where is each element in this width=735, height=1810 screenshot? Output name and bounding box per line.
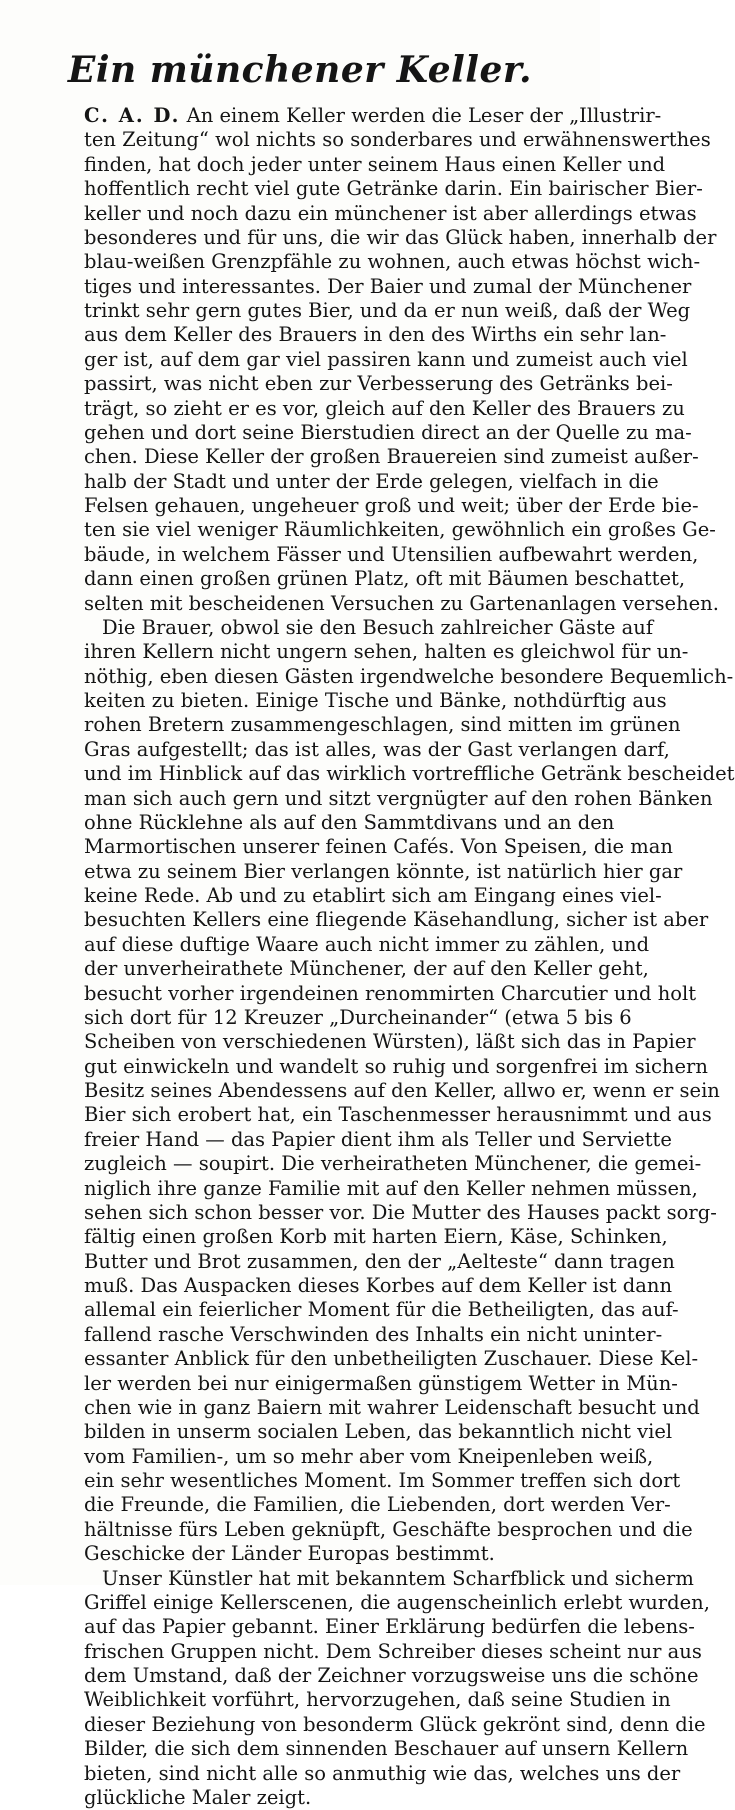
article-author: C. A. D. [84,104,181,127]
body-line: tiges und interessantes. Der Baier und zumal der Münchener [84,274,692,298]
body-line: dieser Beziehung von besonderm Glück gekrönt sind, denn die [84,1712,706,1736]
body-line: zugleich — soupirt. Die verheiratheten Münchener, die gemei- [84,1152,702,1176]
body-line: man sich auch gern und sitzt vergnügter auf den rohen Bänken [84,786,713,810]
body-line: finden, hat doch jeder unter seinem Haus einen Keller und [84,152,666,176]
body-line: passirt, was nicht eben zur Verbesserung des Getränks bei- [84,372,673,396]
body-line: dem Umstand, daß der Zeichner vorzugsweise uns die schöne [84,1664,699,1687]
body-line: auf das Papier gebannt. Einer Erklärung bedürfen die lebens- [84,1615,695,1639]
body-line: ein sehr wesentliches Moment. Im Sommer treffen sich dort [84,1469,681,1492]
body-line: bieten, sind nicht alle so anmuthig wie das, welches uns der [84,1761,681,1785]
body-line: keller und noch dazu ein münchener ist aber allerdings etwas [84,201,697,225]
body-line: Die Brauer, obwol sie den Besuch zahlreicher Gäste auf [102,615,654,639]
body-line: gut einwickeln und wandelt so ruhig und sorgenfrei im sichern [84,1054,708,1078]
body-line: blau-weißen Grenzpfähle zu wohnen, auch etwas höchst wich- [84,250,701,274]
body-line: etwa zu seinem Bier verlangen könnte, ist natürlich hier gar [84,859,683,883]
body-line: sich dort für 12 Kreuzer „Durcheinander“ (etwa 5 bis 6 [84,1005,632,1029]
body-line: Felsen gehauen, ungeheuer groß und weit; über der Erde bie- [84,494,699,517]
body-line: ohne Rücklehne als auf den Sammtdivans und an den [84,810,615,834]
body-line: freier Hand — das Papier dient ihm als Teller und Serviette [84,1127,672,1151]
body-line: besuchten Kellers eine fliegende Käsehandlung, sicher ist aber [84,908,709,932]
body-line: besonderes und für uns, die wir das Glück haben, innerhalb der [84,225,717,249]
body-line: sehen sich schon besser vor. Die Mutter des Hauses packt sorg- [84,1200,717,1224]
body-line: Besitz seines Abendessens auf den Keller, allwo er, wenn er sein [84,1079,720,1102]
body-line: Gras aufgestellt; das ist alles, was der Gast verlangen darf, [84,737,670,761]
body-line: ten Zeitung“ wol nichts so sonderbares und erwähnenswerthes [84,128,711,152]
body-line: hoffentlich recht viel gute Getränke darin. Ein bairischer Bier- [84,177,703,201]
body-line: nöthig, eben diesen Gästen irgendwelche besondere Bequemlich- [84,664,734,688]
body-line: Geschicke der Länder Europas bestimmt. [84,1542,495,1566]
body-line: muß. Das Auspacken dieses Korbes auf dem Keller ist dann [84,1274,673,1297]
body-line: trägt, so zieht er es vor, gleich auf den Keller des Brauers zu [84,396,685,420]
body-line [84,104,662,128]
body-line: Butter und Brot zusammen, den der „Aelteste“ dann tragen [84,1249,675,1273]
body-line: frischen Gruppen nicht. Dem Schreiber dieses scheint nur aus [84,1639,702,1663]
body-line: ten sie viel weniger Räumlichkeiten, gewöhnlich ein großes Ge- [84,518,716,542]
body-line: hältnisse fürs Leben geknüpft, Geschäfte besprochen und die [84,1517,693,1541]
body-line: Unser Künstler hat mit bekanntem Scharfblick und sicherm [102,1566,694,1590]
body-line: halb der Stadt und unter der Erde gelegen, vielfach in die [84,469,659,493]
body-line: und im Hinblick auf das wirklich vortreffliche Getränk bescheidet [84,762,735,786]
body-line: Griffel einige Kellerscenen, die augenscheinlich erlebt wurden, [84,1590,710,1614]
body-line: Bier sich erobert hat, ein Taschenmesser herausnimmt und aus [84,1103,712,1127]
body-line: niglich ihre ganze Familie mit auf den Keller nehmen müssen, [84,1176,698,1200]
body-line: bilden in unserm socialen Leben, das bekanntlich nicht viel [84,1420,673,1444]
body-line: Bilder, die sich dem sinnenden Beschauer auf unsern Kellern [84,1737,689,1761]
body-line: chen wie in ganz Baiern mit wahrer Leidenschaft besucht und [84,1395,700,1419]
body-line: selten mit bescheidenen Versuchen zu Gartenanlagen versehen. [84,591,719,615]
body-line: dann einen großen grünen Platz, oft mit Bäumen beschattet, [84,567,686,591]
body-line: Marmortischen unserer feinen Cafés. Von Speisen, die man [84,835,673,859]
body-line: keiten zu bieten. Einige Tische und Bänke, nothdürftig aus [84,689,667,712]
body-line: Weiblichkeit vorführt, hervorzugehen, daß seine Studien in [84,1688,671,1712]
body-line: gehen und dort seine Bierstudien direct an der Quelle zu ma- [84,420,692,444]
article-body [84,104,735,1810]
body-line-text: An einem Keller werden die Leser der „Illustrir- [180,104,662,127]
body-line: fallend rasche Verschwinden des Inhalts ein nicht uninter- [84,1322,663,1346]
body-line: der unverheirathete Münchener, der auf den Keller geht, [84,957,649,981]
body-line: auf diese duftige Waare auch nicht immer zu zählen, und [84,932,650,956]
body-line: ler werden bei nur einigermaßen günstigem Wetter in Mün- [84,1371,678,1395]
body-line: glückliche Maler zeigt. [84,1785,312,1809]
body-line: fältig einen großen Korb mit harten Eiern, Käse, Schinken, [84,1225,668,1249]
article-title: Ein münchener Keller. [67,49,533,91]
body-line: besucht vorher irgendeinen renommirten Charcutier und holt [84,981,697,1005]
body-line: rohen Bretern zusammengeschlagen, sind mitten im grünen [84,713,681,737]
body-line: bäude, in welchem Fässer und Utensilien aufbewahrt werden, [84,542,699,566]
body-line: keine Rede. Ab und zu etablirt sich am Eingang eines viel- [84,884,662,907]
body-line: trinkt sehr gern gutes Bier, und da er nun weiß, daß der Weg [84,299,691,322]
body-line: ger ist, auf dem gar viel passiren kann und zumeist auch viel [84,347,688,371]
body-line: die Freunde, die Familien, die Liebenden, dort werden Ver- [84,1493,671,1517]
body-line: essanter Anblick für den unbetheiligten Zuschauer. Diese Kel- [84,1347,699,1371]
body-line: Scheiben von verschiedenen Würsten), läßt sich das in Papier [84,1030,696,1054]
body-line: vom Familien-, um so mehr aber vom Kneipenleben weiß, [84,1444,654,1468]
body-line: allemal ein feierlicher Moment für die Betheiligten, das auf- [84,1298,679,1322]
body-line: chen. Diese Keller der großen Brauereien sind zumeist außer- [84,445,699,469]
body-line: aus dem Keller des Brauers in den des Wirths ein sehr lan- [84,323,667,347]
body-line: ihren Kellern nicht ungern sehen, halten es gleichwol für un- [84,640,689,664]
